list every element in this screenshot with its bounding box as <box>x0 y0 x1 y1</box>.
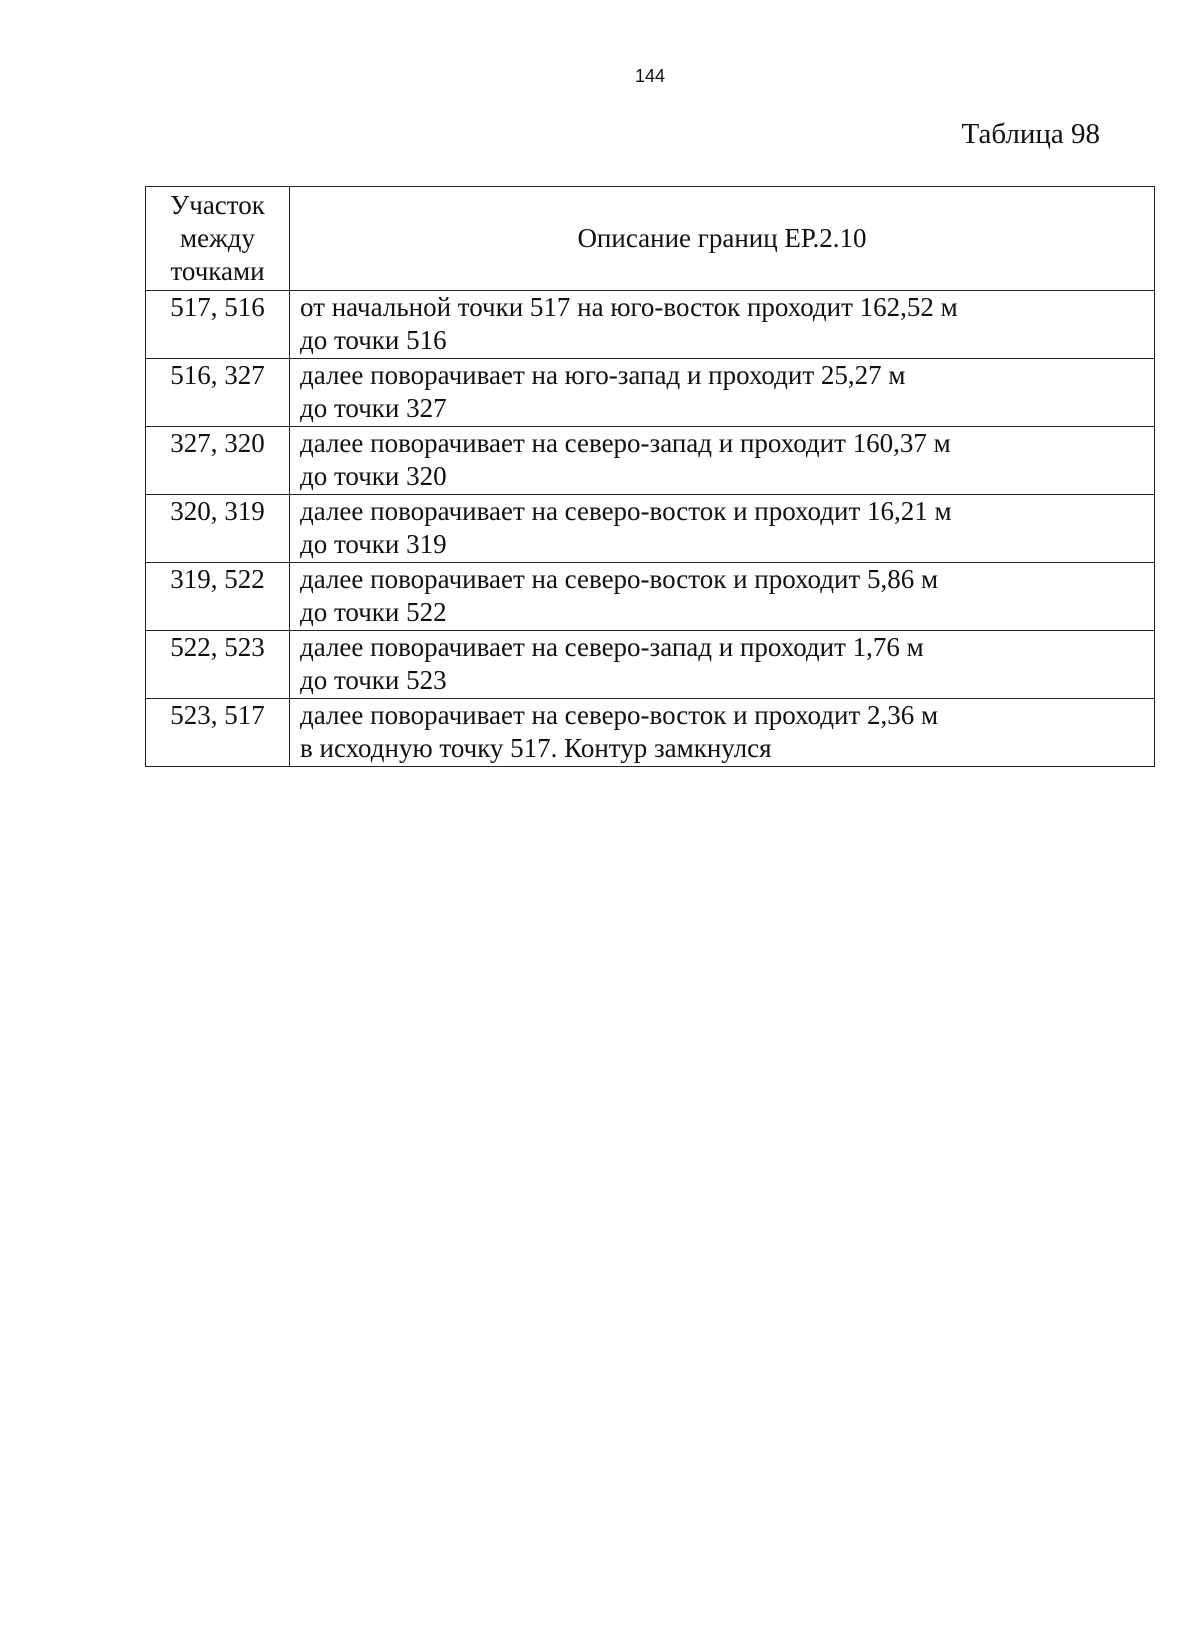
page-number: 144 <box>634 66 666 86</box>
description-line: далее поворачивает на северо-восток и проходит 5,86 м <box>300 564 939 594</box>
points-cell: 522, 523 <box>146 631 290 699</box>
table-row <box>146 291 1155 359</box>
description-line: далее поворачивает на юго-запад и проходит 25,27 м <box>300 360 906 390</box>
table-row <box>146 359 1155 427</box>
points-cell: 517, 516 <box>146 291 290 359</box>
description-line: до точки 523 <box>300 665 447 695</box>
table-header-row <box>146 187 1155 291</box>
description-line: до точки 319 <box>300 529 447 559</box>
description-line: далее поворачивает на северо-восток и проходит 16,21 м <box>300 496 952 526</box>
description-line: до точки 516 <box>300 325 447 355</box>
points-cell: 516, 327 <box>146 359 290 427</box>
description-cell <box>290 495 1155 563</box>
table-row <box>146 427 1155 495</box>
description-line: в исходную точку 517. Контур замкнулся <box>300 733 772 763</box>
description-line: от начальной точки 517 на юго-восток проходит 162,52 м <box>300 292 958 322</box>
description-line: до точки 320 <box>300 461 447 491</box>
description-cell <box>290 427 1155 495</box>
boundary-table <box>145 186 1155 767</box>
description-line: до точки 327 <box>300 393 447 423</box>
description-line: далее поворачивает на северо-запад и проходит 160,37 м <box>300 428 951 458</box>
points-cell: 327, 320 <box>146 427 290 495</box>
table-row <box>146 699 1155 767</box>
description-cell <box>290 631 1155 699</box>
header-points-line: точками <box>170 256 265 286</box>
description-line: далее поворачивает на северо-запад и проходит 1,76 м <box>300 632 924 662</box>
header-points-line: между <box>180 223 255 253</box>
points-cell: 320, 319 <box>146 495 290 563</box>
points-cell: 523, 517 <box>146 699 290 767</box>
description-cell <box>290 291 1155 359</box>
table-row <box>146 563 1155 631</box>
header-points-line: Участок <box>170 190 265 220</box>
table-row <box>146 631 1155 699</box>
description-cell <box>290 699 1155 767</box>
description-line: до точки 522 <box>300 597 447 627</box>
table-row <box>146 495 1155 563</box>
table-caption: Таблица 98 <box>961 118 1100 150</box>
description-line: далее поворачивает на северо-восток и проходит 2,36 м <box>300 700 939 730</box>
header-points-cell <box>146 187 290 291</box>
description-cell <box>290 359 1155 427</box>
points-cell: 319, 522 <box>146 563 290 631</box>
description-cell <box>290 563 1155 631</box>
header-description-cell: Описание границ ЕР.2.10 <box>290 187 1155 291</box>
